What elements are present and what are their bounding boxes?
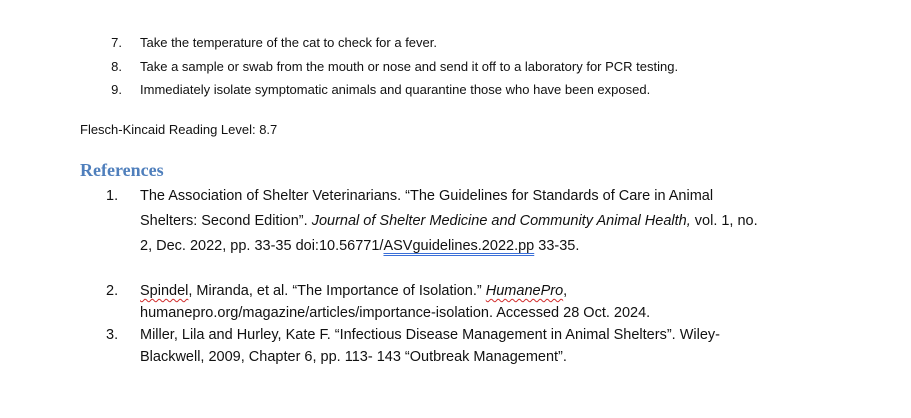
reference-number: 3.	[106, 327, 119, 343]
spelling-flagged-text[interactable]: Spindel	[140, 283, 189, 299]
reference-3-line-2: Blackwell, 2009, Chapter 6, pp. 113- 143 “Outbreak Management”.	[140, 349, 567, 365]
list-text: Take a sample or swab from the mouth or nose and send it off to a laboratory for PCR testing.	[140, 59, 679, 74]
list-number: 8.	[111, 59, 122, 74]
list-number: 9.	[111, 82, 122, 97]
reference-2-line-1	[140, 280, 567, 302]
reference-number: 1.	[106, 188, 119, 204]
reference-text: 2, Dec. 2022, pp. 33-35 doi:10.56771/	[140, 238, 384, 254]
reference-text: ,	[563, 283, 568, 299]
reference-text: Shelters: Second Edition”.	[140, 213, 312, 229]
reference-2-line-2: humanepro.org/magazine/articles/importance-isolation. Accessed 28 Oct. 2024.	[140, 305, 651, 321]
reference-text: 33-35.	[534, 238, 580, 254]
reference-text: , Miranda, et al. “The Importance of Isolation.”	[188, 283, 486, 299]
reference-1-line-2	[140, 210, 758, 232]
list-number: 7.	[111, 35, 122, 50]
reference-1-line-1: The Association of Shelter Veterinarians. “The Guidelines for Standards of Care in Animal	[140, 188, 714, 204]
journal-title: Journal of Shelter Medicine and Community Animal Health,	[311, 213, 691, 229]
reference-1-line-3	[140, 235, 579, 257]
reference-text: vol. 1, no.	[690, 213, 758, 229]
list-text: Take the temperature of the cat to check for a fever.	[140, 35, 437, 50]
list-text: Immediately isolate symptomatic animals and quarantine those who have been exposed.	[140, 82, 651, 97]
reference-number: 2.	[106, 283, 119, 299]
references-heading: References	[80, 160, 164, 180]
reference-3-line-1: Miller, Lila and Hurley, Kate F. “Infectious Disease Management in Animal Shelters”. Wiley-	[140, 327, 720, 343]
spelling-flagged-text[interactable]: HumanePro	[485, 283, 564, 299]
grammar-flagged-text[interactable]: ASVguidelines.2022.pp	[383, 238, 535, 254]
reading-level-text: Flesch-Kincaid Reading Level: 8.7	[80, 122, 278, 137]
